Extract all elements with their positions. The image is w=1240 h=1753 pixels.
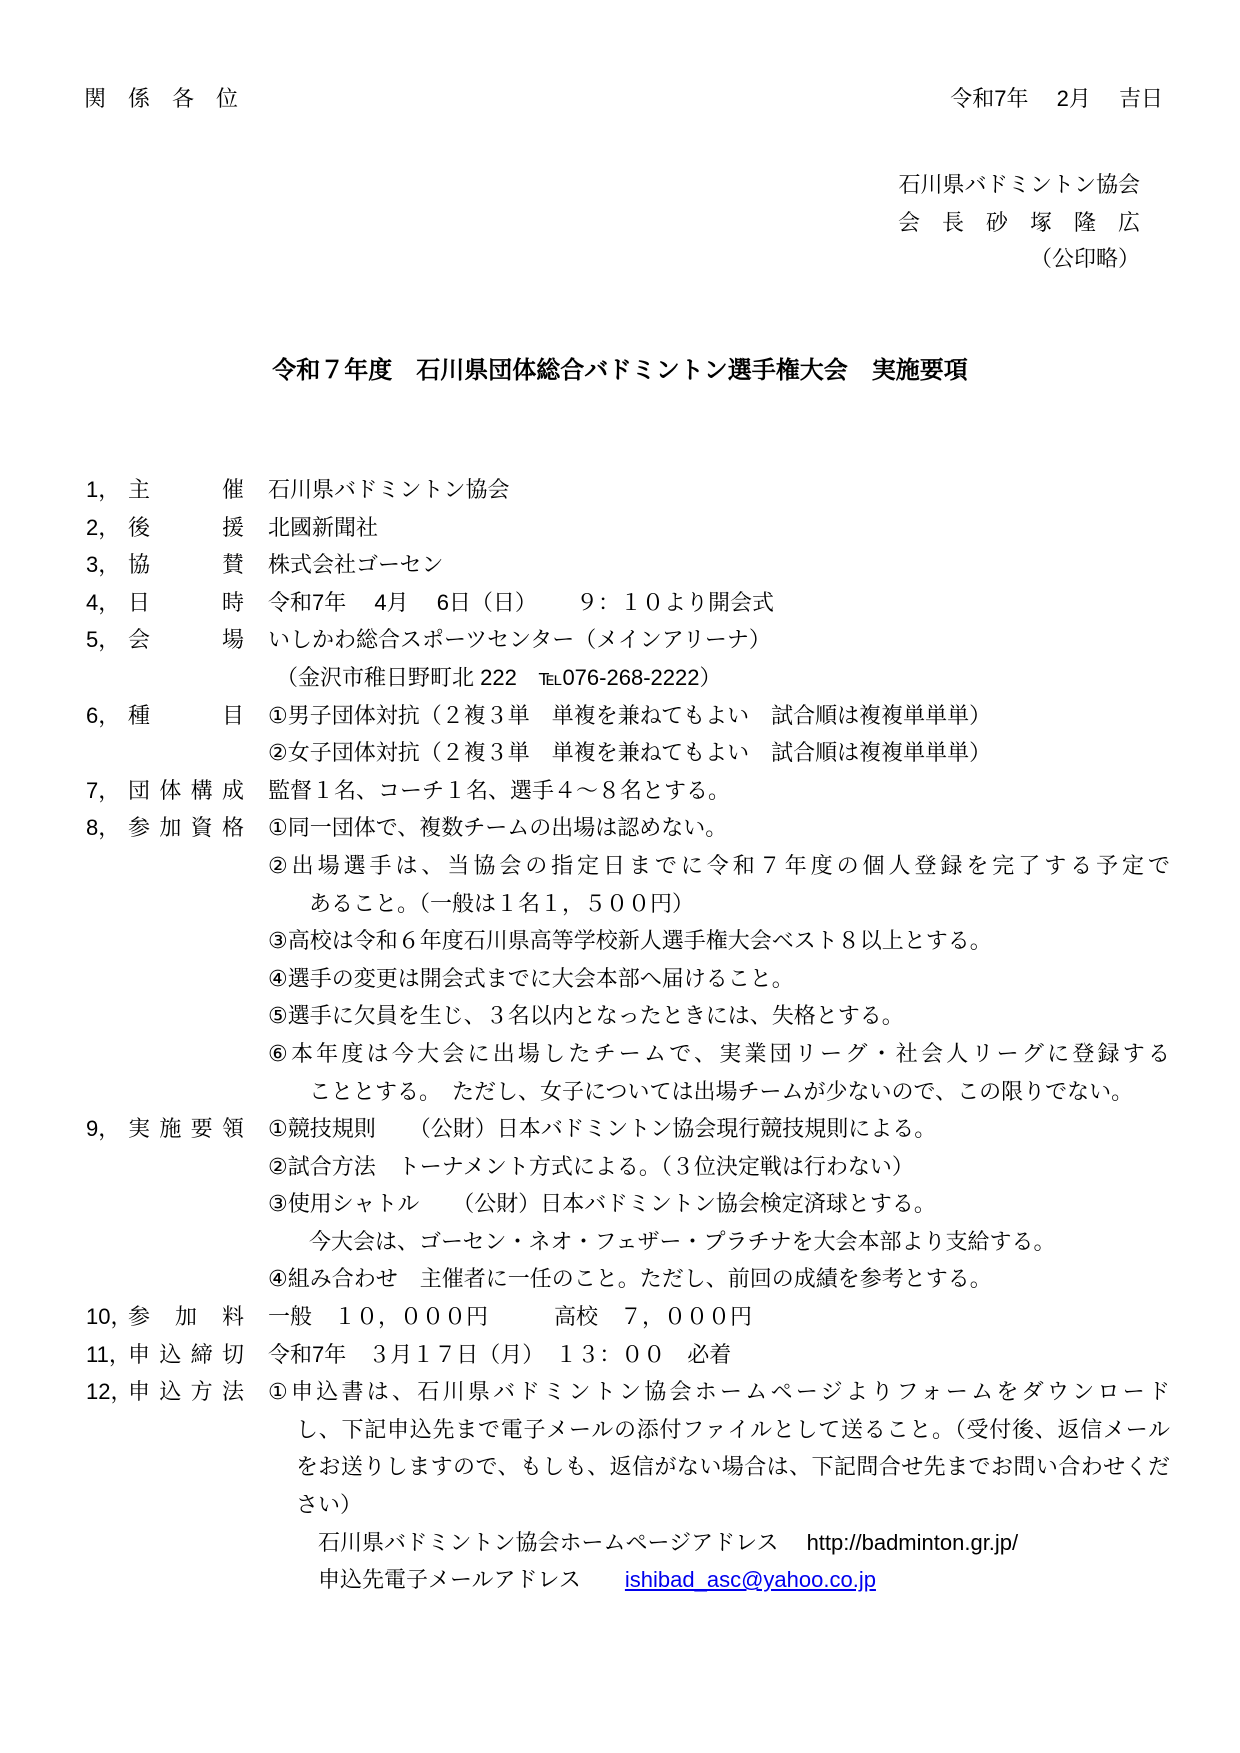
document-line [0, 1110, 1240, 1148]
item-label: 後援 [128, 514, 244, 540]
item-label: 実施要領 [128, 1116, 244, 1142]
item-label: 日時 [128, 589, 244, 615]
document-line [0, 1260, 1240, 1298]
line-text: ③高校は令和６年度石川県高等学校新人選手権大会ベスト８以上とする。 [268, 928, 992, 954]
line-text: 一般 １０，０００円 高校 ７，０００円 [268, 1304, 753, 1330]
line-text: 株式会社ゴーセン [268, 552, 444, 578]
line-text: いしかわ総合スポーツセンター（メインアリーナ） [268, 627, 771, 653]
item-number: 7， [86, 777, 121, 803]
line-text: 令和7年 4月 6日（日） ９：１０より開会式 [268, 589, 775, 615]
item-number: 5， [86, 627, 121, 653]
document-line [0, 1448, 1240, 1486]
document-line [0, 960, 1240, 998]
document-line [0, 621, 1240, 659]
item-label: 団体構成 [128, 777, 244, 803]
document-line [0, 584, 1240, 622]
organization-name: 石川県バドミントン協会 [898, 172, 1140, 197]
document-line [0, 809, 1240, 847]
document-line [0, 772, 1240, 810]
item-number: 9， [86, 1116, 121, 1142]
line-text: 監督１名、コーチ１名、選手４～８名とする。 [268, 777, 731, 803]
document-line [0, 1148, 1240, 1186]
document-line [0, 1373, 1240, 1411]
line-text: 今大会は、ゴーセン・ネオ・フェザー・プラチナを大会本部より支給する。 [309, 1228, 1056, 1254]
line-text: 石川県バドミントン協会ホームページアドレス http://badminton.gr.jp/ [318, 1529, 1019, 1555]
document-line [0, 922, 1240, 960]
line-text: ①申込書は、石川県バドミントン協会ホームページよりフォームをダウンロード [268, 1379, 1170, 1405]
line-text: こととする。 ただし、女子については出場チームが少ないので、この限りでない。 [309, 1078, 1134, 1104]
document-line [0, 997, 1240, 1035]
document-line [0, 1185, 1240, 1223]
line-text: ②出場選手は、当協会の指定日までに令和７年度の個人登録を完了する予定で [268, 852, 1170, 878]
item-label: 主催 [128, 477, 244, 502]
line-text: さい） [296, 1492, 363, 1518]
document-line [0, 659, 1240, 697]
document-line [0, 734, 1240, 772]
item-number: 12， [86, 1379, 133, 1405]
line-text: をお送りしますので、もしも、返信がない場合は、下記問合せ先までお問い合わせくだ [296, 1454, 1170, 1480]
item-number: 6， [86, 702, 121, 728]
recipient: 関 係 各 位 [84, 86, 239, 111]
line-text: ③使用シャトル （公財）日本バドミントン協会検定済球とする。 [268, 1191, 936, 1217]
line-text: ④選手の変更は開会式までに大会本部へ届けること。 [268, 965, 794, 991]
document-line [0, 1524, 1240, 1562]
item-label: 参加料 [128, 1304, 244, 1330]
document-line [0, 847, 1240, 885]
line-text: ①男子団体対抗（２複３単 単複を兼ねてもよい 試合順は複複単単単） [268, 702, 992, 728]
item-number: 11， [86, 1341, 131, 1367]
line-text: ①同一団体で、複数チームの出場は認めない。 [268, 815, 728, 841]
item-number: 3， [86, 552, 121, 578]
document-body [0, 471, 1240, 1599]
email-label: 申込先電子メールアドレス [318, 1567, 625, 1593]
document-line [0, 1486, 1240, 1524]
document-line [0, 471, 1240, 509]
line-text: ②女子団体対抗（２複３単 単複を兼ねてもよい 試合順は複複単単単） [268, 740, 992, 766]
president-name: 会長砂塚隆広 [898, 210, 1140, 235]
document-line [0, 1223, 1240, 1261]
item-label: 協賛 [128, 552, 244, 578]
line-text: ①競技規則 （公財）日本バドミントン協会現行競技規則による。 [268, 1116, 937, 1142]
document-line [0, 885, 1240, 923]
line-text: ⑤選手に欠員を生じ、３名以内となったときには、失格とする。 [268, 1003, 904, 1029]
line-text: 石川県バドミントン協会 [268, 477, 510, 502]
line-text: あること。（一般は１名１，５００円） [309, 890, 695, 916]
item-number: 10， [86, 1304, 133, 1330]
document-title: 令和７年度 石川県団体総合バドミントン選手権大会 実施要項 [272, 357, 968, 384]
document-line [0, 1336, 1240, 1374]
item-number: 1， [86, 477, 121, 502]
email-link[interactable]: ishibad_asc@yahoo.co.jp [624, 1567, 876, 1593]
document-line [0, 1035, 1240, 1073]
line-text: 令和7年 ３月１７日（月） １３：００ 必着 [268, 1341, 732, 1367]
item-number: 8， [86, 815, 121, 841]
document-line [0, 1073, 1240, 1111]
document-date: 令和7年 2月 吉日 [950, 86, 1163, 111]
line-text: し、下記申込先まで電子メールの添付ファイルとして送ること。（受付後、返信メール [296, 1416, 1170, 1442]
item-label: 申込方法 [128, 1379, 244, 1405]
document-line [0, 697, 1240, 735]
line-text: ④組み合わせ 主催者に一任のこと。ただし、前回の成績を参考とする。 [268, 1266, 992, 1292]
item-number: 2， [86, 514, 121, 540]
item-label: 会場 [128, 627, 244, 653]
line-text: 北國新聞社 [268, 514, 379, 540]
document-line [0, 509, 1240, 547]
item-label: 種目 [128, 702, 244, 728]
document-line [0, 1411, 1240, 1449]
document-line [0, 1298, 1240, 1336]
line-text [318, 1561, 1170, 1599]
line-text: ②試合方法 トーナメント方式による。（３位決定戦は行わない） [268, 1153, 914, 1179]
item-label: 参加資格 [128, 815, 244, 841]
document-line [0, 1561, 1240, 1599]
line-text: （金沢市稚日野町北 222 ℡076-268-2222） [276, 664, 722, 690]
item-label: 申込締切 [128, 1341, 244, 1367]
item-number: 4， [86, 589, 121, 615]
seal-note: （公印略） [1029, 246, 1140, 271]
document-line [0, 546, 1240, 584]
line-text: ⑥本年度は今大会に出場したチームで、実業団リーグ・社会人リーグに登録する [268, 1040, 1170, 1066]
